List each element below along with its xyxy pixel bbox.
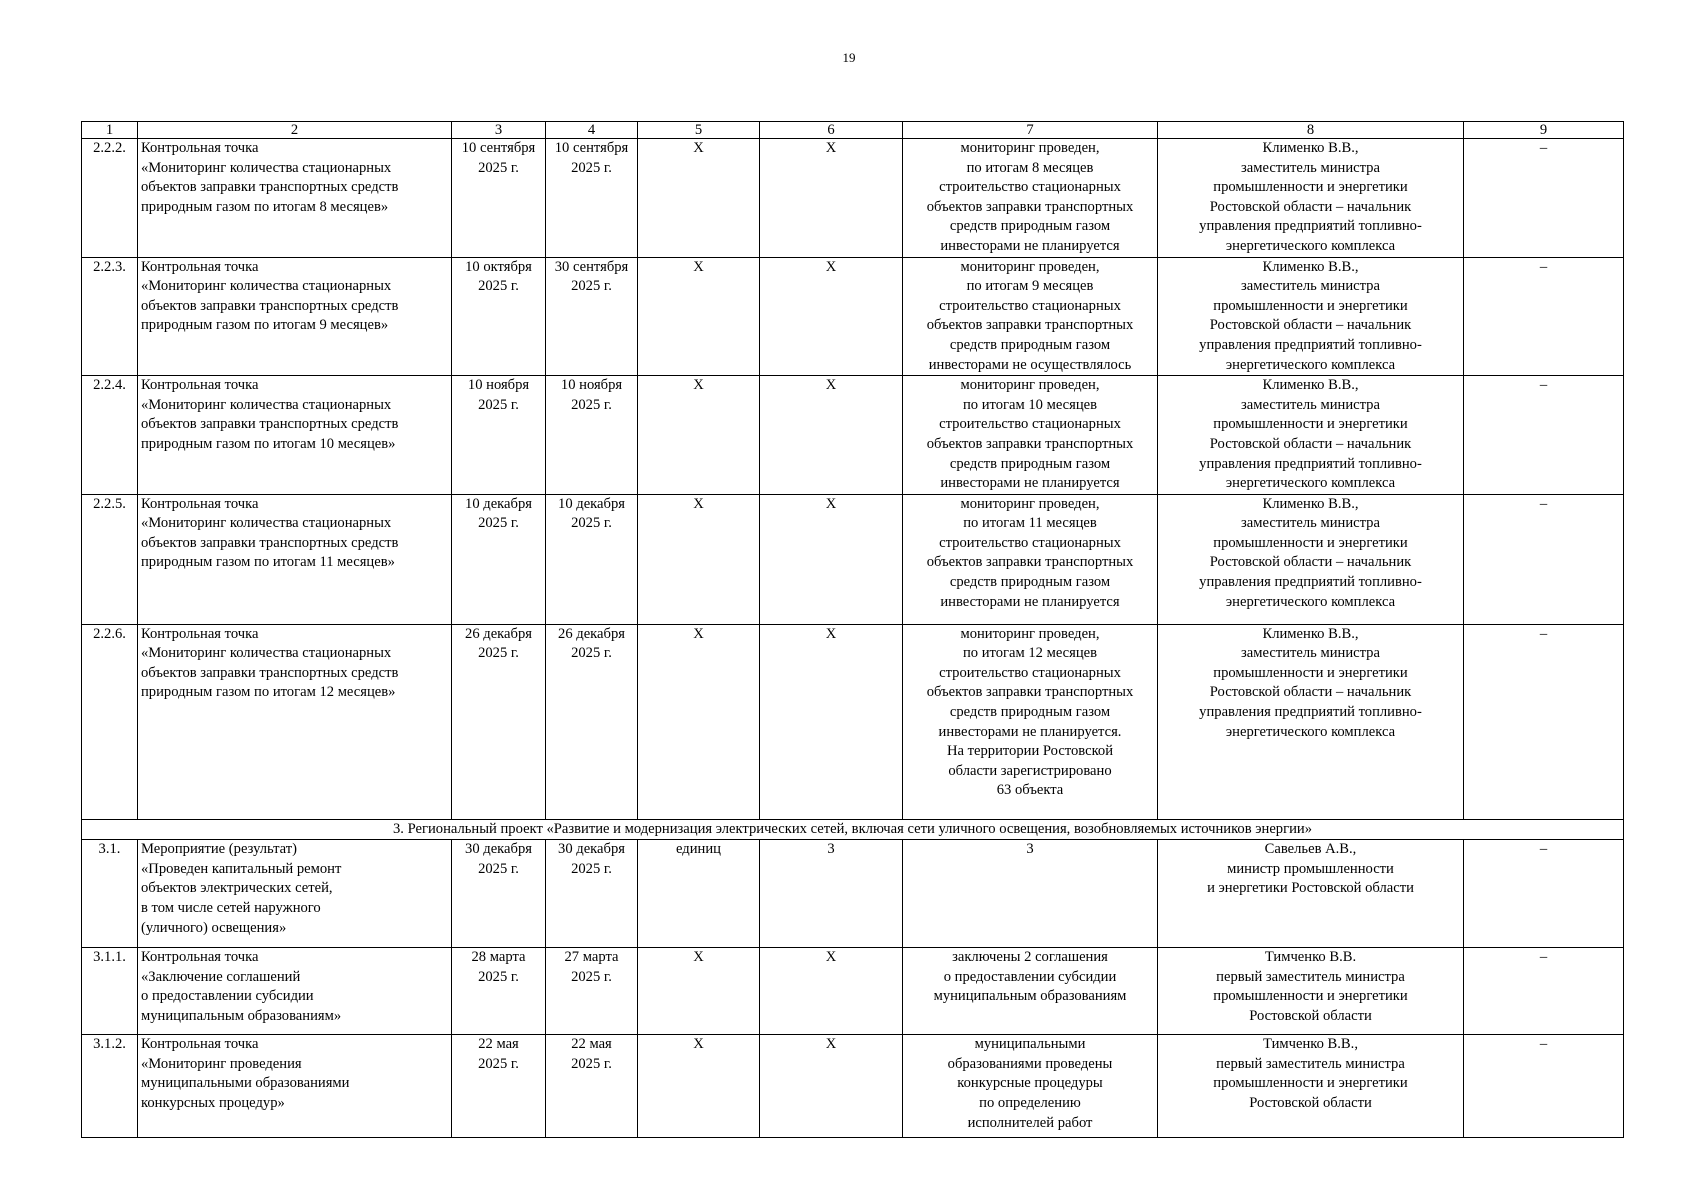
planned-date: 10 октября 2025 г.: [452, 257, 546, 376]
responsible-person: Клименко В.В., заместитель министра промышленности и энергетики Ростовской области – начальник управления предприятий топливно- энергетического комплекса: [1158, 257, 1464, 376]
row-number: 3.1.1.: [82, 948, 138, 1035]
table-row: [82, 376, 1624, 495]
actual-date: 10 декабря 2025 г.: [546, 494, 638, 624]
result-description: 3: [903, 840, 1158, 948]
note: –: [1464, 139, 1624, 258]
row-number: 3.1.2.: [82, 1035, 138, 1138]
column-number: 2: [138, 122, 452, 139]
table-row: [82, 257, 1624, 376]
column-number: 7: [903, 122, 1158, 139]
note: –: [1464, 624, 1624, 819]
section-title: 3. Региональный проект «Развитие и модернизация электрических сетей, включая сети уличного освещения, возобновляемых источников энергии»: [82, 819, 1624, 840]
column-number: 5: [638, 122, 760, 139]
planned-date: 30 декабря 2025 г.: [452, 840, 546, 948]
unit-of-measure: Х: [638, 376, 760, 495]
planned-value: Х: [760, 139, 903, 258]
planned-date: 28 марта 2025 г.: [452, 948, 546, 1035]
responsible-person: Тимченко В.В. первый заместитель министра промышленности и энергетики Ростовской области: [1158, 948, 1464, 1035]
column-number: 6: [760, 122, 903, 139]
unit-of-measure: Х: [638, 257, 760, 376]
activity-name: Мероприятие (результат) «Проведен капитальный ремонт объектов электрических сетей, в том числе сетей наружного (уличного) освещения»: [138, 840, 452, 948]
result-description: муниципальными образованиями проведены конкурсные процедуры по определению исполнителей работ: [903, 1035, 1158, 1138]
column-number-header-row: [82, 122, 1624, 139]
table-row: [82, 840, 1624, 948]
responsible-person: Клименко В.В., заместитель министра промышленности и энергетики Ростовской области – начальник управления предприятий топливно- энергетического комплекса: [1158, 624, 1464, 819]
activity-name: Контрольная точка «Мониторинг количества стационарных объектов заправки транспортных средств природным газом по итогам 10 месяцев»: [138, 376, 452, 495]
unit-of-measure: Х: [638, 1035, 760, 1138]
actual-date: 26 декабря 2025 г.: [546, 624, 638, 819]
planned-value: Х: [760, 376, 903, 495]
activity-name: Контрольная точка «Мониторинг количества стационарных объектов заправки транспортных средств природным газом по итогам 9 месяцев»: [138, 257, 452, 376]
planned-date: 10 ноября 2025 г.: [452, 376, 546, 495]
result-description: мониторинг проведен, по итогам 10 месяцев строительство стационарных объектов заправки транспортных средств природным газом инвесторами не планируется: [903, 376, 1158, 495]
unit-of-measure: Х: [638, 624, 760, 819]
unit-of-measure: единиц: [638, 840, 760, 948]
note: –: [1464, 948, 1624, 1035]
table-row: [82, 494, 1624, 624]
row-number: 2.2.2.: [82, 139, 138, 258]
column-number: 9: [1464, 122, 1624, 139]
planned-value: Х: [760, 257, 903, 376]
responsible-person: Савельев А.В., министр промышленности и энергетики Ростовской области: [1158, 840, 1464, 948]
planned-value: Х: [760, 1035, 903, 1138]
planned-value: Х: [760, 624, 903, 819]
table-row: [82, 624, 1624, 819]
planned-value: 3: [760, 840, 903, 948]
note: –: [1464, 840, 1624, 948]
planned-date: 22 мая 2025 г.: [452, 1035, 546, 1138]
unit-of-measure: Х: [638, 948, 760, 1035]
planned-date: 10 декабря 2025 г.: [452, 494, 546, 624]
result-description: заключены 2 соглашения о предоставлении субсидии муниципальным образованиям: [903, 948, 1158, 1035]
responsible-person: Клименко В.В., заместитель министра промышленности и энергетики Ростовской области – начальник управления предприятий топливно- энергетического комплекса: [1158, 494, 1464, 624]
activity-name: Контрольная точка «Мониторинг количества стационарных объектов заправки транспортных средств природным газом по итогам 12 месяцев»: [138, 624, 452, 819]
row-number: 2.2.3.: [82, 257, 138, 376]
note: –: [1464, 257, 1624, 376]
actual-date: 22 мая 2025 г.: [546, 1035, 638, 1138]
column-number: 4: [546, 122, 638, 139]
table-row: [82, 139, 1624, 258]
section-header-row: [82, 819, 1624, 840]
actual-date: 30 декабря 2025 г.: [546, 840, 638, 948]
report-table: [81, 121, 1624, 1138]
row-number: 2.2.6.: [82, 624, 138, 819]
row-number: 2.2.4.: [82, 376, 138, 495]
actual-date: 10 ноября 2025 г.: [546, 376, 638, 495]
actual-date: 10 сентября 2025 г.: [546, 139, 638, 258]
table-row: [82, 948, 1624, 1035]
planned-date: 26 декабря 2025 г.: [452, 624, 546, 819]
result-description: мониторинг проведен, по итогам 9 месяцев строительство стационарных объектов заправки транспортных средств природным газом инвесторами не осуществлялось: [903, 257, 1158, 376]
page-number: 19: [842, 50, 856, 65]
result-description: мониторинг проведен, по итогам 8 месяцев строительство стационарных объектов заправки транспортных средств природным газом инвесторами не планируется: [903, 139, 1158, 258]
result-description: мониторинг проведен, по итогам 11 месяцев строительство стационарных объектов заправки транспортных средств природным газом инвесторами не планируется: [903, 494, 1158, 624]
activity-name: Контрольная точка «Мониторинг проведения муниципальными образованиями конкурсных процедур»: [138, 1035, 452, 1138]
activity-name: Контрольная точка «Мониторинг количества стационарных объектов заправки транспортных средств природным газом по итогам 11 месяцев»: [138, 494, 452, 624]
actual-date: 27 марта 2025 г.: [546, 948, 638, 1035]
row-number: 2.2.5.: [82, 494, 138, 624]
planned-value: Х: [760, 948, 903, 1035]
table-row: [82, 1035, 1624, 1138]
activity-name: Контрольная точка «Заключение соглашений о предоставлении субсидии муниципальным образованиям»: [138, 948, 452, 1035]
activity-name: Контрольная точка «Мониторинг количества стационарных объектов заправки транспортных средств природным газом по итогам 8 месяцев»: [138, 139, 452, 258]
actual-date: 30 сентября 2025 г.: [546, 257, 638, 376]
planned-date: 10 сентября 2025 г.: [452, 139, 546, 258]
note: –: [1464, 1035, 1624, 1138]
responsible-person: Клименко В.В., заместитель министра промышленности и энергетики Ростовской области – начальник управления предприятий топливно- энергетического комплекса: [1158, 139, 1464, 258]
column-number: 8: [1158, 122, 1464, 139]
column-number: 1: [82, 122, 138, 139]
row-number: 3.1.: [82, 840, 138, 948]
responsible-person: Тимченко В.В., первый заместитель министра промышленности и энергетики Ростовской области: [1158, 1035, 1464, 1138]
unit-of-measure: Х: [638, 494, 760, 624]
unit-of-measure: Х: [638, 139, 760, 258]
result-description: мониторинг проведен, по итогам 12 месяцев строительство стационарных объектов заправки транспортных средств природным газом инвесторами не планируется. На территории Ростовской области зарегистрировано 63 объекта: [903, 624, 1158, 819]
note: –: [1464, 494, 1624, 624]
note: –: [1464, 376, 1624, 495]
column-number: 3: [452, 122, 546, 139]
planned-value: Х: [760, 494, 903, 624]
responsible-person: Клименко В.В., заместитель министра промышленности и энергетики Ростовской области – начальник управления предприятий топливно- энергетического комплекса: [1158, 376, 1464, 495]
